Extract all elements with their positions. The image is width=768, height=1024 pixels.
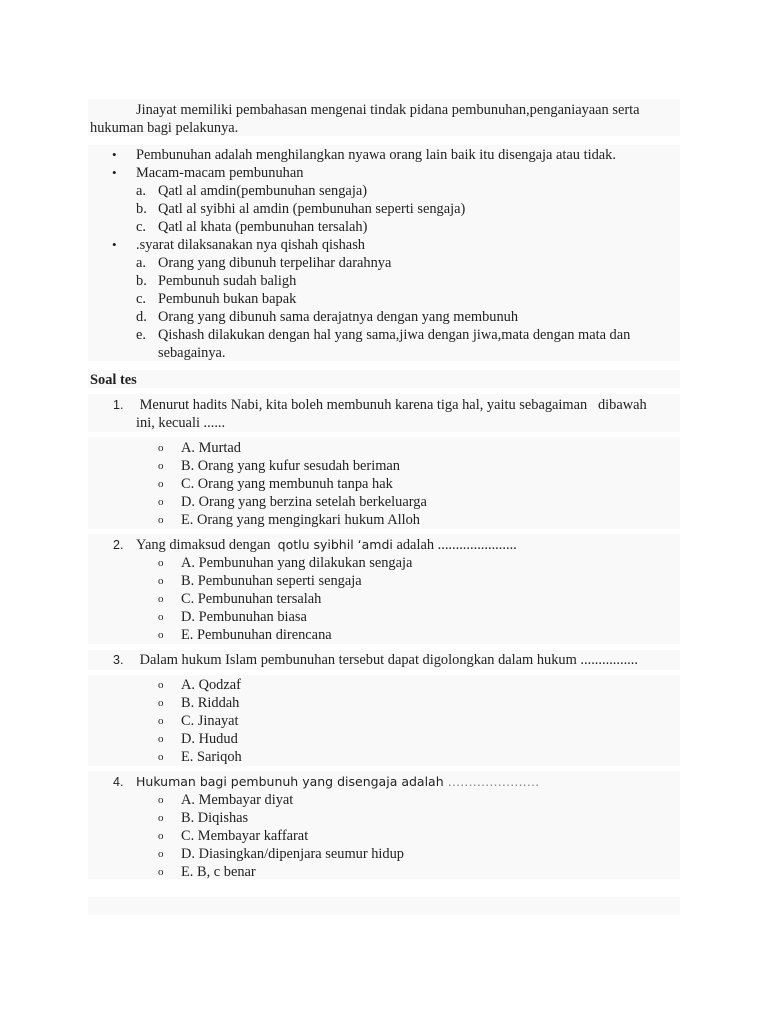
question-3	[0, 651, 768, 669]
option-item	[0, 457, 768, 475]
option-item	[0, 439, 768, 457]
option-item	[0, 590, 768, 608]
option-item	[0, 791, 768, 809]
sub-item-text: Qatl al syibhi al amdin (pembunuhan seperti sengaja)	[158, 201, 466, 217]
circle-bullet-icon: o	[158, 557, 164, 569]
bullet-list	[0, 146, 768, 362]
sub-item-text: Qatl al khata (pembunuhan tersalah)	[158, 219, 368, 235]
question-number: 2.	[113, 538, 124, 552]
question-text-part: Hukuman bagi pembunuh yang disengaja adalah	[136, 774, 444, 789]
bullet-item	[0, 236, 768, 254]
bullet-icon: •	[112, 237, 117, 252]
question-term: qotlu syibhil ‘amdi	[277, 537, 393, 552]
option-item	[0, 809, 768, 827]
option-text: D. Diasingkan/dipenjara seumur hidup	[181, 846, 405, 862]
question-stem	[0, 773, 768, 791]
options-3	[0, 676, 768, 766]
question-text: ini, kecuali ......	[136, 415, 226, 431]
circle-bullet-icon: o	[158, 733, 164, 745]
sub-item-text: Pembunuh sudah baligh	[158, 273, 297, 289]
question-text: Dalam hukum Islam pembunuhan tersebut dapat digolongkan dalam hukum ................	[136, 652, 638, 668]
option-item	[0, 475, 768, 493]
question-stem	[0, 396, 768, 432]
sub-item-label: c.	[136, 219, 146, 235]
option-text: B. Orang yang kufur sesudah beriman	[181, 458, 401, 474]
circle-bullet-icon: o	[158, 514, 164, 526]
option-text: C. Jinayat	[181, 713, 239, 729]
option-item	[0, 712, 768, 730]
sub-item-text: Orang yang dibunuh sama derajatnya dengan yang membunuh	[158, 309, 519, 325]
sub-item	[0, 254, 768, 272]
sub-item-text: Orang yang dibunuh terpelihar darahnya	[158, 255, 392, 271]
sub-item	[0, 326, 768, 344]
question-4	[0, 773, 768, 881]
circle-bullet-icon: o	[158, 751, 164, 763]
option-item	[0, 493, 768, 511]
option-text: E. Orang yang mengingkari hukum Alloh	[181, 512, 421, 528]
option-text: D. Hudud	[181, 731, 238, 747]
option-text: D. Pembunuhan biasa	[181, 609, 307, 625]
answer-blank: ………………….	[443, 774, 540, 789]
question-2	[0, 536, 768, 644]
circle-bullet-icon: o	[158, 460, 164, 472]
question-stem	[0, 651, 768, 669]
section-heading: Soal tes	[90, 372, 137, 388]
option-item	[0, 676, 768, 694]
circle-bullet-icon: o	[158, 593, 164, 605]
question-text	[136, 536, 517, 554]
circle-bullet-icon: o	[158, 478, 164, 490]
sub-item-text: Qatl al amdin(pembunuhan sengaja)	[158, 183, 367, 199]
option-text: A. Qodzaf	[181, 677, 241, 693]
sub-item-label: a.	[136, 255, 146, 271]
option-item	[0, 554, 768, 572]
option-text: C. Membayar kaffarat	[181, 828, 309, 844]
option-text: E. Pembunuhan direncana	[181, 627, 332, 643]
option-item	[0, 572, 768, 590]
question-text-part: Yang dimaksud dengan	[136, 537, 278, 553]
sub-item-label: b.	[136, 201, 147, 217]
option-text: C. Orang yang membunuh tanpa hak	[181, 476, 393, 492]
circle-bullet-icon: o	[158, 830, 164, 842]
bullet-item	[0, 146, 768, 164]
sub-item	[0, 200, 768, 218]
option-text: B. Riddah	[181, 695, 240, 711]
option-text: C. Pembunuhan tersalah	[181, 591, 322, 607]
circle-bullet-icon: o	[158, 812, 164, 824]
sub-item-label: c.	[136, 291, 146, 307]
option-item	[0, 748, 768, 766]
bullet-icon: •	[112, 147, 117, 162]
option-item	[0, 863, 768, 881]
sub-item-text: Pembunuh bukan bapak	[158, 291, 297, 307]
option-item	[0, 845, 768, 863]
option-item	[0, 608, 768, 626]
sub-item	[0, 182, 768, 200]
options-1	[0, 439, 768, 529]
sub-item	[0, 272, 768, 290]
circle-bullet-icon: o	[158, 848, 164, 860]
option-text: A. Murtad	[181, 440, 241, 456]
question-text	[136, 773, 539, 791]
sub-item	[0, 218, 768, 236]
option-item	[0, 730, 768, 748]
sub-item-label: d.	[136, 309, 147, 325]
sub-item	[0, 308, 768, 326]
bullet-text: Pembunuhan adalah menghilangkan nyawa orang lain baik itu disengaja atau tidak.	[136, 147, 616, 163]
question-1	[0, 396, 768, 432]
question-text: Menurut hadits Nabi, kita boleh membunuh karena tiga hal, yaitu sebagaiman dibawah	[136, 397, 647, 413]
sub-item	[0, 290, 768, 308]
bullet-icon: •	[112, 165, 117, 180]
sub-item-label: a.	[136, 183, 146, 199]
option-text: A. Membayar diyat	[181, 792, 294, 808]
option-item	[0, 626, 768, 644]
sub-item-label: b.	[136, 273, 147, 289]
intro-paragraph	[90, 101, 678, 137]
bullet-text: Macam-macam pembunuhan	[136, 165, 304, 181]
question-number: 3.	[113, 653, 124, 667]
option-text: D. Orang yang berzina setelah berkeluarga	[181, 494, 427, 510]
question-text-part: adalah ......................	[392, 537, 517, 553]
sub-item-label: e.	[136, 327, 146, 343]
option-text: B. Pembunuhan seperti sengaja	[181, 573, 362, 589]
circle-bullet-icon: o	[158, 442, 164, 454]
circle-bullet-icon: o	[158, 697, 164, 709]
option-text: A. Pembunuhan yang dilakukan sengaja	[181, 555, 413, 571]
text-band	[88, 897, 680, 915]
circle-bullet-icon: o	[158, 794, 164, 806]
option-text: E. B, c benar	[181, 864, 256, 880]
intro-line: Jinayat memiliki pembahasan mengenai tindak pidana pembunuhan,penganiayaan serta	[136, 102, 640, 118]
question-stem	[0, 536, 768, 554]
circle-bullet-icon: o	[158, 611, 164, 623]
bullet-item	[0, 164, 768, 182]
option-item	[0, 511, 768, 529]
circle-bullet-icon: o	[158, 575, 164, 587]
circle-bullet-icon: o	[158, 866, 164, 878]
option-text: B. Diqishas	[181, 810, 249, 826]
question-number: 1.	[113, 398, 124, 412]
circle-bullet-icon: o	[158, 715, 164, 727]
circle-bullet-icon: o	[158, 496, 164, 508]
sub-item-text: sebagainya.	[158, 345, 226, 361]
option-item	[0, 827, 768, 845]
bullet-text: .syarat dilaksanakan nya qishah qishash	[136, 237, 365, 253]
circle-bullet-icon: o	[158, 629, 164, 641]
sub-item-text: Qishash dilakukan dengan hal yang sama,jiwa dengan jiwa,mata dengan mata dan	[158, 327, 631, 343]
option-text: E. Sariqoh	[181, 749, 242, 765]
question-number: 4.	[113, 775, 124, 789]
sub-item-continuation	[0, 344, 768, 362]
text-band	[88, 370, 680, 388]
intro-line: hukuman bagi pelakunya.	[90, 120, 239, 136]
circle-bullet-icon: o	[158, 679, 164, 691]
option-item	[0, 694, 768, 712]
